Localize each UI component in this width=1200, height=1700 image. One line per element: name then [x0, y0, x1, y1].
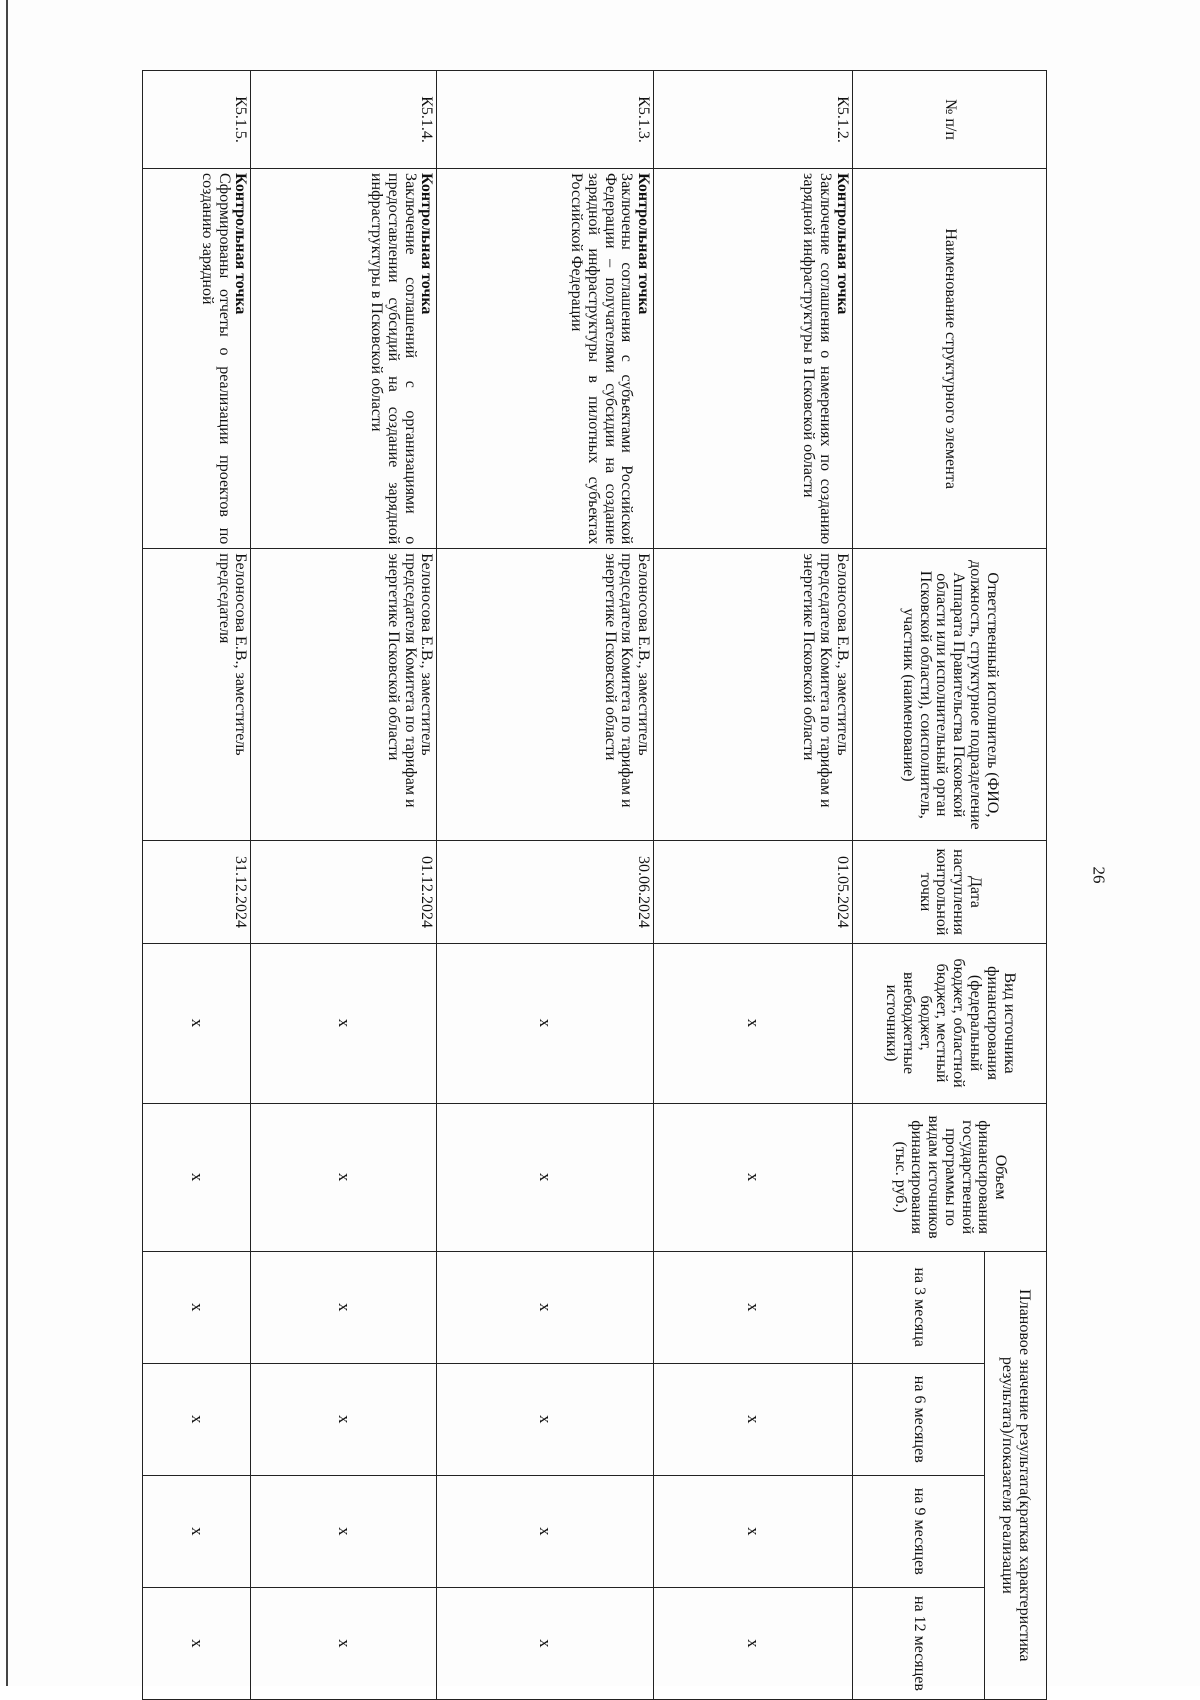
row-num: К5.1.3. [437, 71, 654, 169]
table-row [654, 71, 853, 1700]
row-name [437, 169, 654, 549]
row-volume: х [437, 1103, 654, 1251]
row-text: Заключены соглашения с субъектами Российской Федерации – получателями субсидии на создание зарядной инфраструктуры в пилотных субъектах Российской Федерации [567, 173, 636, 545]
header-planned-group: Плановое значение результата(краткая характеристика результата)/показателя реализации [985, 1251, 1047, 1699]
row-m3: х [143, 1251, 251, 1363]
row-num: К5.1.2. [654, 71, 853, 169]
row-title: Контрольная точка [418, 173, 436, 315]
row-m12: х [437, 1587, 654, 1699]
row-volume: х [654, 1103, 853, 1251]
row-date: 01.12.2024 [251, 841, 437, 943]
row-date: 30.06.2024 [437, 841, 654, 943]
header-name: Наименование структурного элемента [853, 169, 1047, 549]
table-row [143, 71, 251, 1700]
row-title: Контрольная точка [232, 173, 250, 315]
row-m6: х [437, 1363, 654, 1475]
row-m6: х [251, 1363, 437, 1475]
row-responsible: Белоносова Е.В., заместитель председателя [143, 549, 251, 841]
row-fin-type: х [654, 943, 853, 1103]
row-responsible: Белоносова Е.В., заместитель председателя Комитета по тарифам и энергетике Псковской области [251, 549, 437, 841]
row-fin-type: х [251, 943, 437, 1103]
row-m12: х [251, 1587, 437, 1699]
row-m3: х [251, 1251, 437, 1363]
row-m12: х [143, 1587, 251, 1699]
row-name [143, 169, 251, 549]
row-fin-type: х [143, 943, 251, 1103]
row-num: К5.1.5. [143, 71, 251, 169]
row-name [251, 169, 437, 549]
row-fin-type: х [437, 943, 654, 1103]
row-responsible: Белоносова Е.В., заместитель председателя Комитета по тарифам и энергетике Псковской области [654, 549, 853, 841]
row-title: Контрольная точка [635, 173, 653, 315]
row-volume: х [143, 1103, 251, 1251]
header-m6: на 6 месяцев [853, 1363, 985, 1475]
row-m3: х [437, 1251, 654, 1363]
header-volume: Объем финансирования государственной программы по видам источников финансирования (тыс. руб.) [853, 1103, 1047, 1251]
row-text: Сформированы отчеты о реализации проектов по созданию зарядной [198, 173, 233, 545]
row-text: Заключение соглашений с организациями о предоставлении субсидий на создание зарядной инфраструктуры в Псковской области [368, 173, 419, 545]
page-number: 26 [1089, 866, 1109, 884]
row-num: К5.1.4. [251, 71, 437, 169]
header-num: № п/п [853, 71, 1047, 169]
header-fin-type: Вид источника финансирования (федеральный бюджет, областной бюджет, местный бюджет, внебюджетные источники) [853, 943, 1047, 1103]
row-name [654, 169, 853, 549]
row-m9: х [437, 1475, 654, 1587]
row-m9: х [143, 1475, 251, 1587]
row-volume: х [251, 1103, 437, 1251]
header-date: Дата наступления контрольной точки [853, 841, 1047, 943]
row-title: Контрольная точка [834, 173, 851, 315]
row-m9: х [251, 1475, 437, 1587]
header-m12: на 12 месяцев [853, 1587, 985, 1699]
scan-edge-line [6, 0, 8, 1686]
header-m3: на 3 месяца [853, 1251, 985, 1363]
row-m6: х [143, 1363, 251, 1475]
row-date: 01.05.2024 [654, 841, 853, 943]
row-m3: х [654, 1251, 853, 1363]
row-m12: х [654, 1587, 853, 1699]
table-row [251, 71, 437, 1700]
header-m9: на 9 месяцев [853, 1475, 985, 1587]
row-date: 31.12.2024 [143, 841, 251, 943]
control-points-table [142, 70, 1047, 1700]
rotated-table-sheet [142, 70, 1047, 1700]
row-m9: х [654, 1475, 853, 1587]
row-text: Заключение соглашения о намерениях по созданию зарядной инфраструктуры в Псковской области [800, 173, 835, 545]
table-row [437, 71, 654, 1700]
row-responsible: Белоносова Е.В., заместитель председателя Комитета по тарифам и энергетике Псковской области [437, 549, 654, 841]
header-responsible: Ответственный исполнитель (ФИО, должность, структурное подразделение Аппарата Правительства Псковской области или исполнительный орган Псковской области), соисполнитель, участник (наименование) [853, 549, 1047, 841]
row-m6: х [654, 1363, 853, 1475]
